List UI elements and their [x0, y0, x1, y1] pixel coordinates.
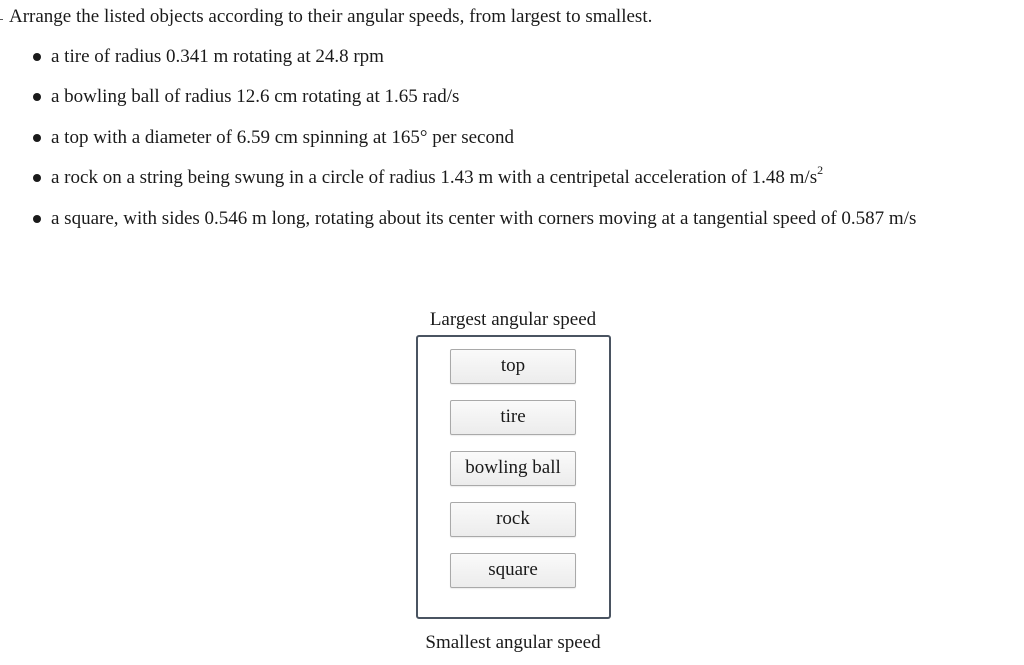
- question-instruction: Arrange the listed objects according to their angular speeds, from largest to smallest.: [9, 6, 653, 27]
- object-description: a bowling ball of radius 12.6 cm rotating at 1.65 rad/s: [51, 86, 460, 108]
- object-description: a rock on a string being swung in a circle of radius 1.43 m with a centripetal acceleration of 1.48 m/s: [51, 167, 818, 189]
- bullet-dot-icon: [33, 174, 41, 182]
- rank-item-top[interactable]: top: [450, 349, 576, 384]
- bullet-dot-icon: [33, 53, 41, 61]
- object-list-item-rock: [0, 164, 916, 204]
- ranking-drop-zone[interactable]: [416, 335, 611, 619]
- largest-angular-speed-label: Largest angular speed: [429, 309, 597, 330]
- object-description: a top with a diameter of 6.59 cm spinning at 165° per second: [51, 126, 514, 148]
- object-list-item-top: [0, 124, 916, 164]
- object-description: a tire of radius 0.341 m rotating at 24.8 rpm: [51, 46, 384, 67]
- smallest-angular-speed-label: Smallest angular speed: [425, 632, 601, 653]
- object-list-item-bowling-ball: [0, 83, 916, 123]
- object-list: [0, 43, 916, 245]
- object-description: a square, with sides 0.546 m long, rotating about its center with corners moving at a tangential speed of 0.587 m/s: [51, 207, 917, 229]
- unit-exponent: 2: [817, 162, 824, 177]
- rank-item-bowling-ball[interactable]: bowling ball: [450, 451, 576, 486]
- left-edge-mark: [0, 19, 3, 20]
- bullet-dot-icon: [33, 215, 41, 223]
- object-list-item-square: [0, 205, 916, 245]
- bullet-dot-icon: [33, 134, 41, 142]
- rank-item-tire[interactable]: tire: [450, 400, 576, 435]
- rank-item-rock[interactable]: rock: [450, 502, 576, 537]
- bullet-dot-icon: [33, 93, 41, 101]
- object-list-item-tire: [0, 43, 916, 83]
- rank-item-square[interactable]: square: [450, 553, 576, 588]
